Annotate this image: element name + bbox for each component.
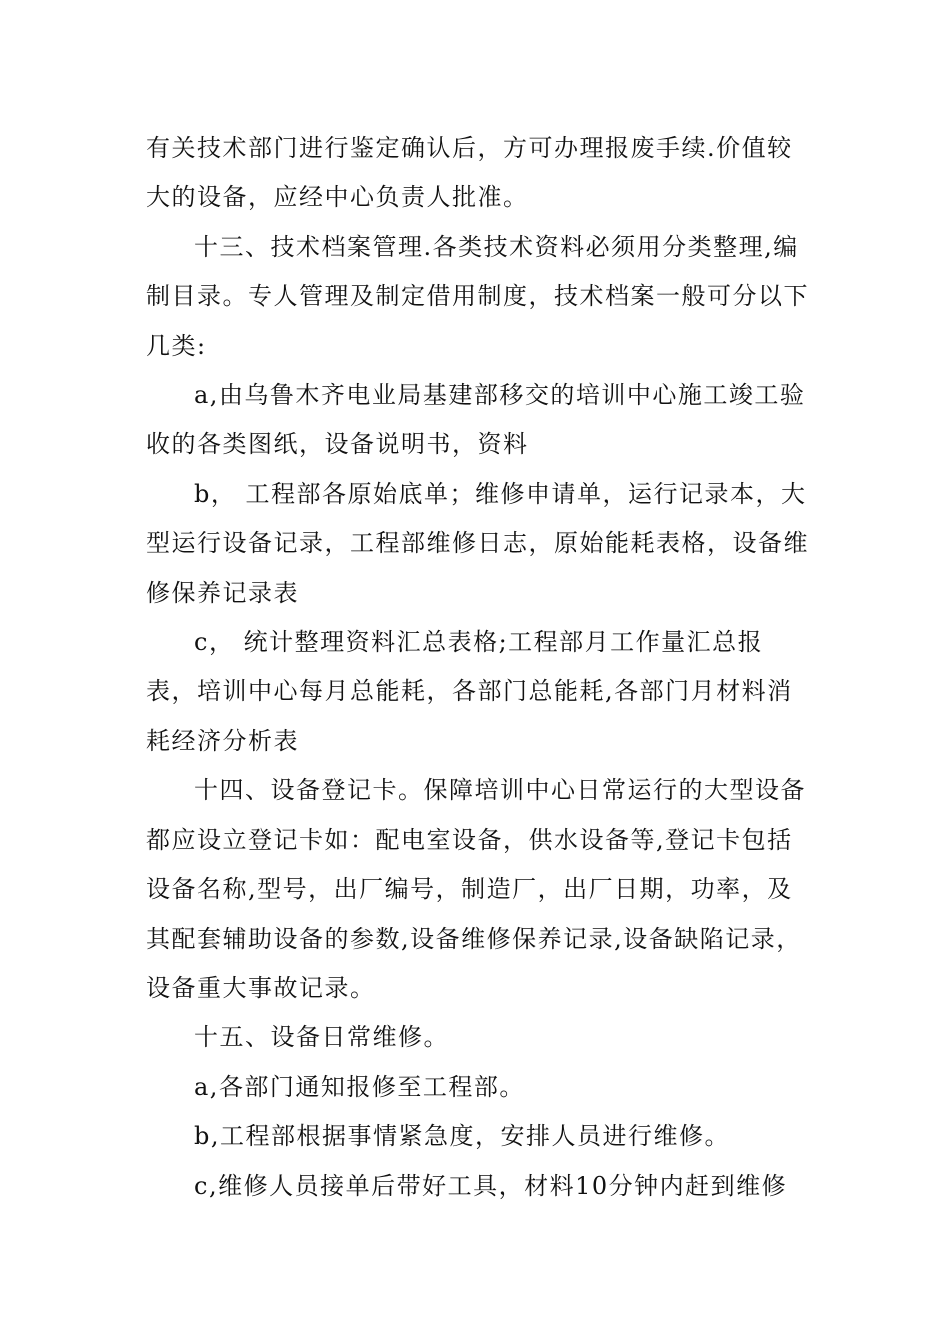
paragraph-item-a-drawings: a,由乌鲁木齐电业局基建部移交的培训中心施工竣工验收的各类图纸，设备说明书，资料 bbox=[146, 381, 806, 459]
paragraph-section-15-daily-maintenance: 十五、设备日常维修。 bbox=[194, 1023, 449, 1052]
paragraph-step-a-report: a,各部门通知报修至工程部。 bbox=[194, 1072, 525, 1101]
paragraph-step-c-arrival: c,维修人员接单后带好工具，材料10分钟内赶到维修 bbox=[194, 1171, 788, 1200]
paragraph-step-b-dispatch: b,工程部根据事情紧急度，安排人员进行维修。 bbox=[194, 1122, 730, 1151]
paragraph-item-b-records: b， 工程部各原始底单；维修申请单，运行记录本，大型运行设备记录，工程部维修日志，原始能耗表格，设备维修保养记录表 bbox=[146, 479, 809, 607]
paragraph-section-14-equipment-card: 十四、设备登记卡。保障培训中心日常运行的大型设备都应设立登记卡如：配电室设备，供水设备等,登记卡包括设备名称,型号，出厂编号，制造厂，出厂日期，功率，及其配套辅助设备的参数,设备维修保养记录,设备缺陷记录，设备重大事故记录。 bbox=[146, 776, 806, 1002]
document-body bbox=[146, 124, 812, 1211]
paragraph-section-13-technical-archives: 十三、技术档案管理.各类技术资料必须用分类整理,编制目录。专人管理及制定借用制度，技术档案一般可分以下几类: bbox=[146, 232, 809, 360]
paragraph-scrap-approval: 有关技术部门进行鉴定确认后，方可办理报废手续.价值较大的设备，应经中心负责人批准。 bbox=[146, 134, 793, 212]
paragraph-item-c-summary-tables: c， 统计整理资料汇总表格;工程部月工作量汇总报表，培训中心每月总能耗，各部门总能耗,各部门月材料消耗经济分析表 bbox=[146, 628, 793, 755]
